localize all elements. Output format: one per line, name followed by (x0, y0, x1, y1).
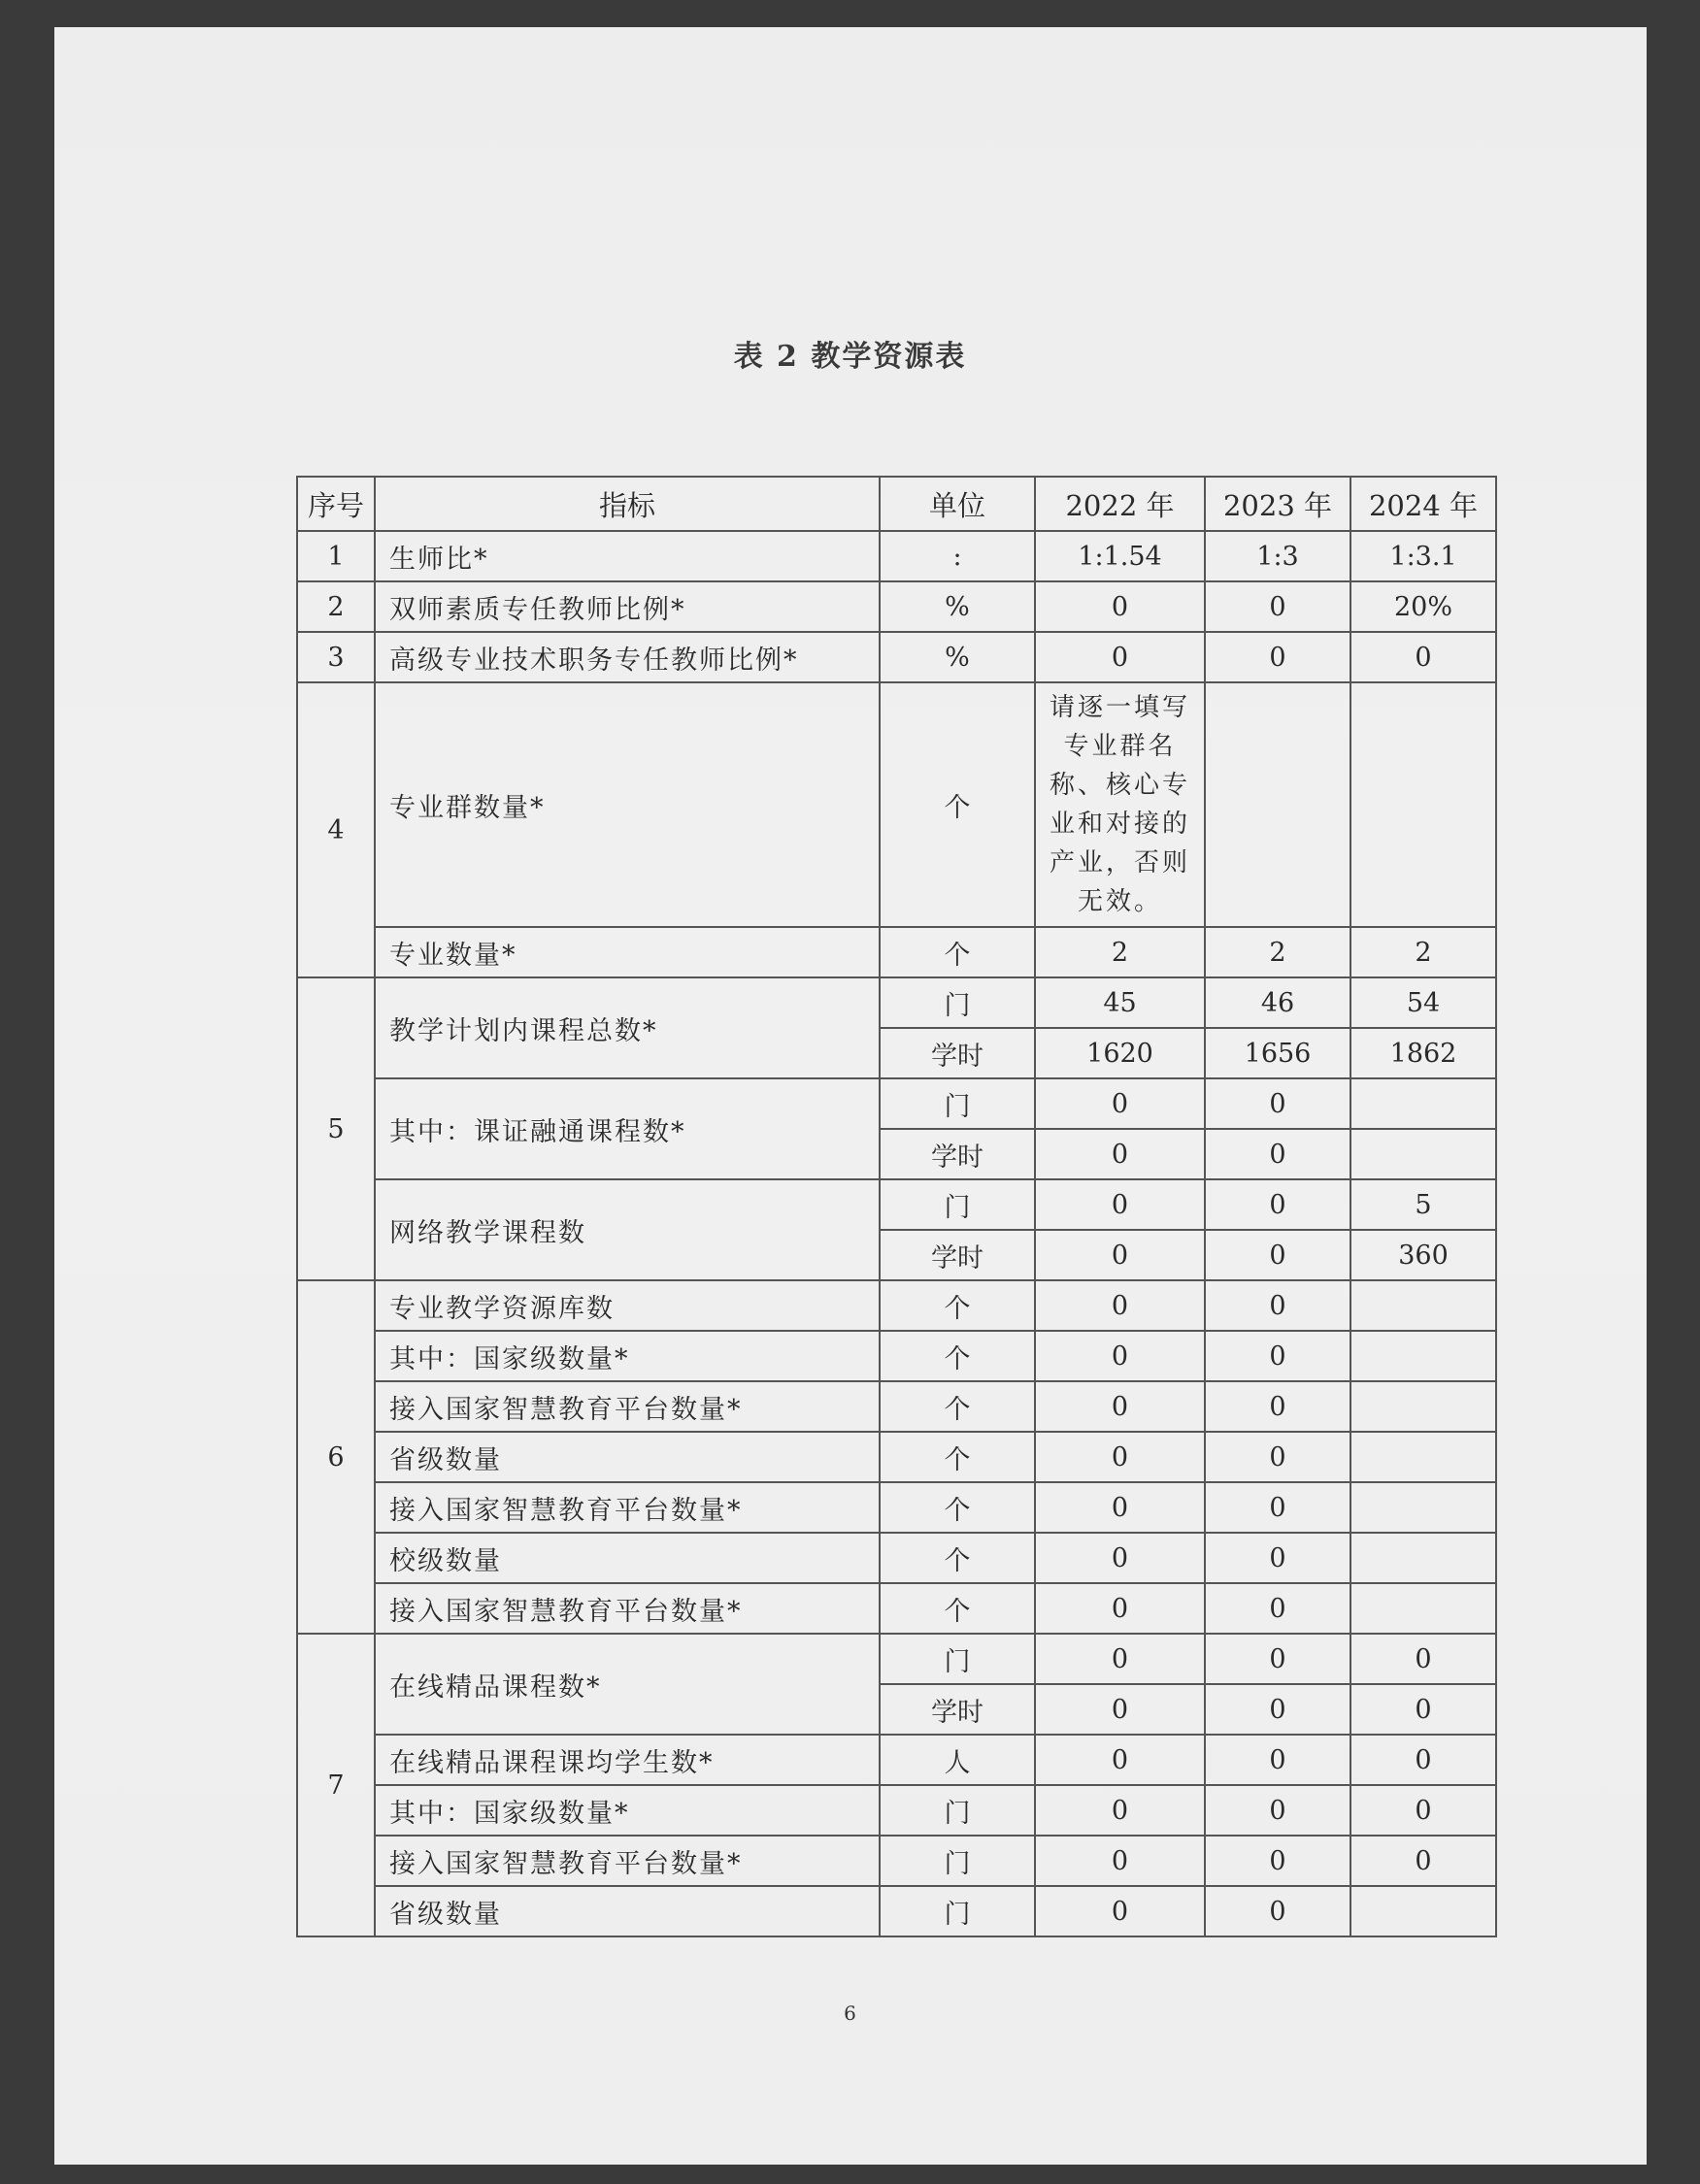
value-2023: 0 (1205, 581, 1350, 632)
table-row (297, 1735, 1496, 1785)
indicator-cell: 在线精品课程数* (375, 1634, 880, 1735)
unit-cell: 门 (880, 1836, 1035, 1886)
unit-cell: 门 (880, 977, 1035, 1028)
table-row (297, 1280, 1496, 1331)
value-2022: 0 (1035, 1735, 1205, 1785)
value-2023: 0 (1205, 1785, 1350, 1836)
seq-cell: 5 (297, 977, 375, 1280)
value-2023: 0 (1205, 1230, 1350, 1280)
indicator-cell: 接入国家智慧教育平台数量* (375, 1836, 880, 1886)
indicator-cell: 其中：国家级数量* (375, 1785, 880, 1836)
value-2022: 0 (1035, 1432, 1205, 1482)
value-2022: 0 (1035, 1230, 1205, 1280)
unit-cell: 个 (880, 1331, 1035, 1381)
value-2024 (1350, 1583, 1496, 1634)
value-2022: 0 (1035, 632, 1205, 682)
value-2022: 1620 (1035, 1028, 1205, 1078)
table-row (297, 632, 1496, 682)
value-2023: 0 (1205, 1331, 1350, 1381)
value-2023: 0 (1205, 1129, 1350, 1179)
table-row (297, 1583, 1496, 1634)
page-number: 6 (844, 2002, 856, 2025)
value-2024 (1350, 1432, 1496, 1482)
value-2022: 0 (1035, 1533, 1205, 1583)
seq-cell: 2 (297, 581, 375, 632)
value-2024: 0 (1350, 1836, 1496, 1886)
value-2024: 0 (1350, 1634, 1496, 1684)
value-2023: 0 (1205, 1886, 1350, 1936)
value-2022: 0 (1035, 1836, 1205, 1886)
indicator-cell: 省级数量 (375, 1886, 880, 1936)
indicator-cell: 接入国家智慧教育平台数量* (375, 1482, 880, 1533)
unit-cell: 个 (880, 1482, 1035, 1533)
value-2023: 0 (1205, 1533, 1350, 1583)
indicator-cell: 接入国家智慧教育平台数量* (375, 1583, 880, 1634)
value-2023: 0 (1205, 1735, 1350, 1785)
value-2024 (1350, 1381, 1496, 1432)
table-row (297, 581, 1496, 632)
indicator-cell: 专业群数量* (375, 682, 880, 927)
value-2022: 0 (1035, 1785, 1205, 1836)
unit-cell: 学时 (880, 1230, 1035, 1280)
table-row (297, 682, 1496, 927)
header-2024: 2024 年 (1350, 477, 1496, 531)
value-2023: 0 (1205, 1583, 1350, 1634)
value-2024: 0 (1350, 632, 1496, 682)
value-2024: 1862 (1350, 1028, 1496, 1078)
value-2022: 0 (1035, 581, 1205, 632)
teaching-resources-table (296, 476, 1497, 1937)
value-2023: 1:3 (1205, 531, 1350, 581)
table-row (297, 1785, 1496, 1836)
value-2023: 0 (1205, 1078, 1350, 1129)
table-row (297, 1836, 1496, 1886)
value-2022: 0 (1035, 1684, 1205, 1735)
indicator-cell: 双师素质专任教师比例* (375, 581, 880, 632)
unit-cell: 门 (880, 1634, 1035, 1684)
indicator-cell: 专业数量* (375, 927, 880, 977)
unit-cell: 学时 (880, 1684, 1035, 1735)
unit-cell: : (880, 531, 1035, 581)
unit-cell: 人 (880, 1735, 1035, 1785)
indicator-cell: 校级数量 (375, 1533, 880, 1583)
value-2023: 0 (1205, 1280, 1350, 1331)
unit-cell: 门 (880, 1785, 1035, 1836)
unit-cell: 个 (880, 1533, 1035, 1583)
indicator-cell: 其中：课证融通课程数* (375, 1078, 880, 1179)
indicator-cell: 教学计划内课程总数* (375, 977, 880, 1078)
value-2024: 0 (1350, 1735, 1496, 1785)
value-2024: 5 (1350, 1179, 1496, 1230)
value-2022: 0 (1035, 1129, 1205, 1179)
indicator-cell: 其中：国家级数量* (375, 1331, 880, 1381)
seq-cell: 4 (297, 682, 375, 977)
value-2024 (1350, 1886, 1496, 1936)
value-2024: 360 (1350, 1230, 1496, 1280)
header-row (297, 477, 1496, 531)
seq-cell: 1 (297, 531, 375, 581)
value-2024: 20% (1350, 581, 1496, 632)
value-2022: 0 (1035, 1634, 1205, 1684)
value-2024: 54 (1350, 977, 1496, 1028)
value-2022: 0 (1035, 1331, 1205, 1381)
value-2024 (1350, 1533, 1496, 1583)
unit-cell: 门 (880, 1078, 1035, 1129)
unit-cell: 个 (880, 1583, 1035, 1634)
indicator-cell: 省级数量 (375, 1432, 880, 1482)
value-2023 (1205, 682, 1350, 927)
value-2024: 0 (1350, 1785, 1496, 1836)
value-2022: 2 (1035, 927, 1205, 977)
value-2024: 2 (1350, 927, 1496, 977)
header-unit: 单位 (880, 477, 1035, 531)
value-2022: 0 (1035, 1583, 1205, 1634)
unit-cell: 学时 (880, 1028, 1035, 1078)
unit-cell: % (880, 632, 1035, 682)
value-2023: 0 (1205, 1432, 1350, 1482)
value-2024 (1350, 1078, 1496, 1129)
value-2022: 0 (1035, 1381, 1205, 1432)
unit-cell: 学时 (880, 1129, 1035, 1179)
table-row (297, 1482, 1496, 1533)
value-2024 (1350, 1129, 1496, 1179)
table-row (297, 1432, 1496, 1482)
table-row (297, 531, 1496, 581)
unit-cell: 个 (880, 927, 1035, 977)
indicator-cell: 网络教学课程数 (375, 1179, 880, 1280)
fill-instruction-note: 请逐一填写专业群名称、核心专业和对接的产业，否则无效。 (1035, 682, 1205, 927)
seq-cell: 3 (297, 632, 375, 682)
value-2024 (1350, 1482, 1496, 1533)
unit-cell: 门 (880, 1886, 1035, 1936)
value-2024 (1350, 682, 1496, 927)
value-2023: 1656 (1205, 1028, 1350, 1078)
value-2022: 0 (1035, 1280, 1205, 1331)
value-2023: 0 (1205, 1634, 1350, 1684)
seq-cell: 7 (297, 1634, 375, 1936)
value-2023: 0 (1205, 1381, 1350, 1432)
value-2024: 1:3.1 (1350, 531, 1496, 581)
value-2023: 0 (1205, 632, 1350, 682)
table-row (297, 1634, 1496, 1684)
table-row (297, 1331, 1496, 1381)
unit-cell: 门 (880, 1179, 1035, 1230)
value-2023: 0 (1205, 1482, 1350, 1533)
indicator-cell: 生师比* (375, 531, 880, 581)
indicator-cell: 在线精品课程课均学生数* (375, 1735, 880, 1785)
value-2022: 0 (1035, 1179, 1205, 1230)
table-row (297, 1179, 1496, 1230)
value-2023: 0 (1205, 1836, 1350, 1886)
header-2022: 2022 年 (1035, 477, 1205, 531)
indicator-cell: 专业教学资源库数 (375, 1280, 880, 1331)
unit-cell: 个 (880, 1280, 1035, 1331)
header-2023: 2023 年 (1205, 477, 1350, 531)
unit-cell: 个 (880, 682, 1035, 927)
table-row (297, 1078, 1496, 1129)
indicator-cell: 高级专业技术职务专任教师比例* (375, 632, 880, 682)
value-2022: 0 (1035, 1078, 1205, 1129)
table-row (297, 1381, 1496, 1432)
table-row (297, 977, 1496, 1028)
value-2023: 46 (1205, 977, 1350, 1028)
value-2022: 45 (1035, 977, 1205, 1028)
seq-cell: 6 (297, 1280, 375, 1634)
unit-cell: % (880, 581, 1035, 632)
unit-cell: 个 (880, 1432, 1035, 1482)
value-2023: 0 (1205, 1684, 1350, 1735)
header-seq: 序号 (297, 477, 375, 531)
unit-cell: 个 (880, 1381, 1035, 1432)
value-2023: 0 (1205, 1179, 1350, 1230)
indicator-cell: 接入国家智慧教育平台数量* (375, 1381, 880, 1432)
value-2024 (1350, 1280, 1496, 1331)
value-2022: 0 (1035, 1886, 1205, 1936)
table-row (297, 1533, 1496, 1583)
value-2022: 1:1.54 (1035, 531, 1205, 581)
value-2022: 0 (1035, 1482, 1205, 1533)
header-indicator: 指标 (375, 477, 880, 531)
value-2024: 0 (1350, 1684, 1496, 1735)
value-2023: 2 (1205, 927, 1350, 977)
table-row (297, 1886, 1496, 1936)
table-row (297, 927, 1496, 977)
value-2024 (1350, 1331, 1496, 1381)
table-title: 表 2 教学资源表 (733, 340, 967, 374)
